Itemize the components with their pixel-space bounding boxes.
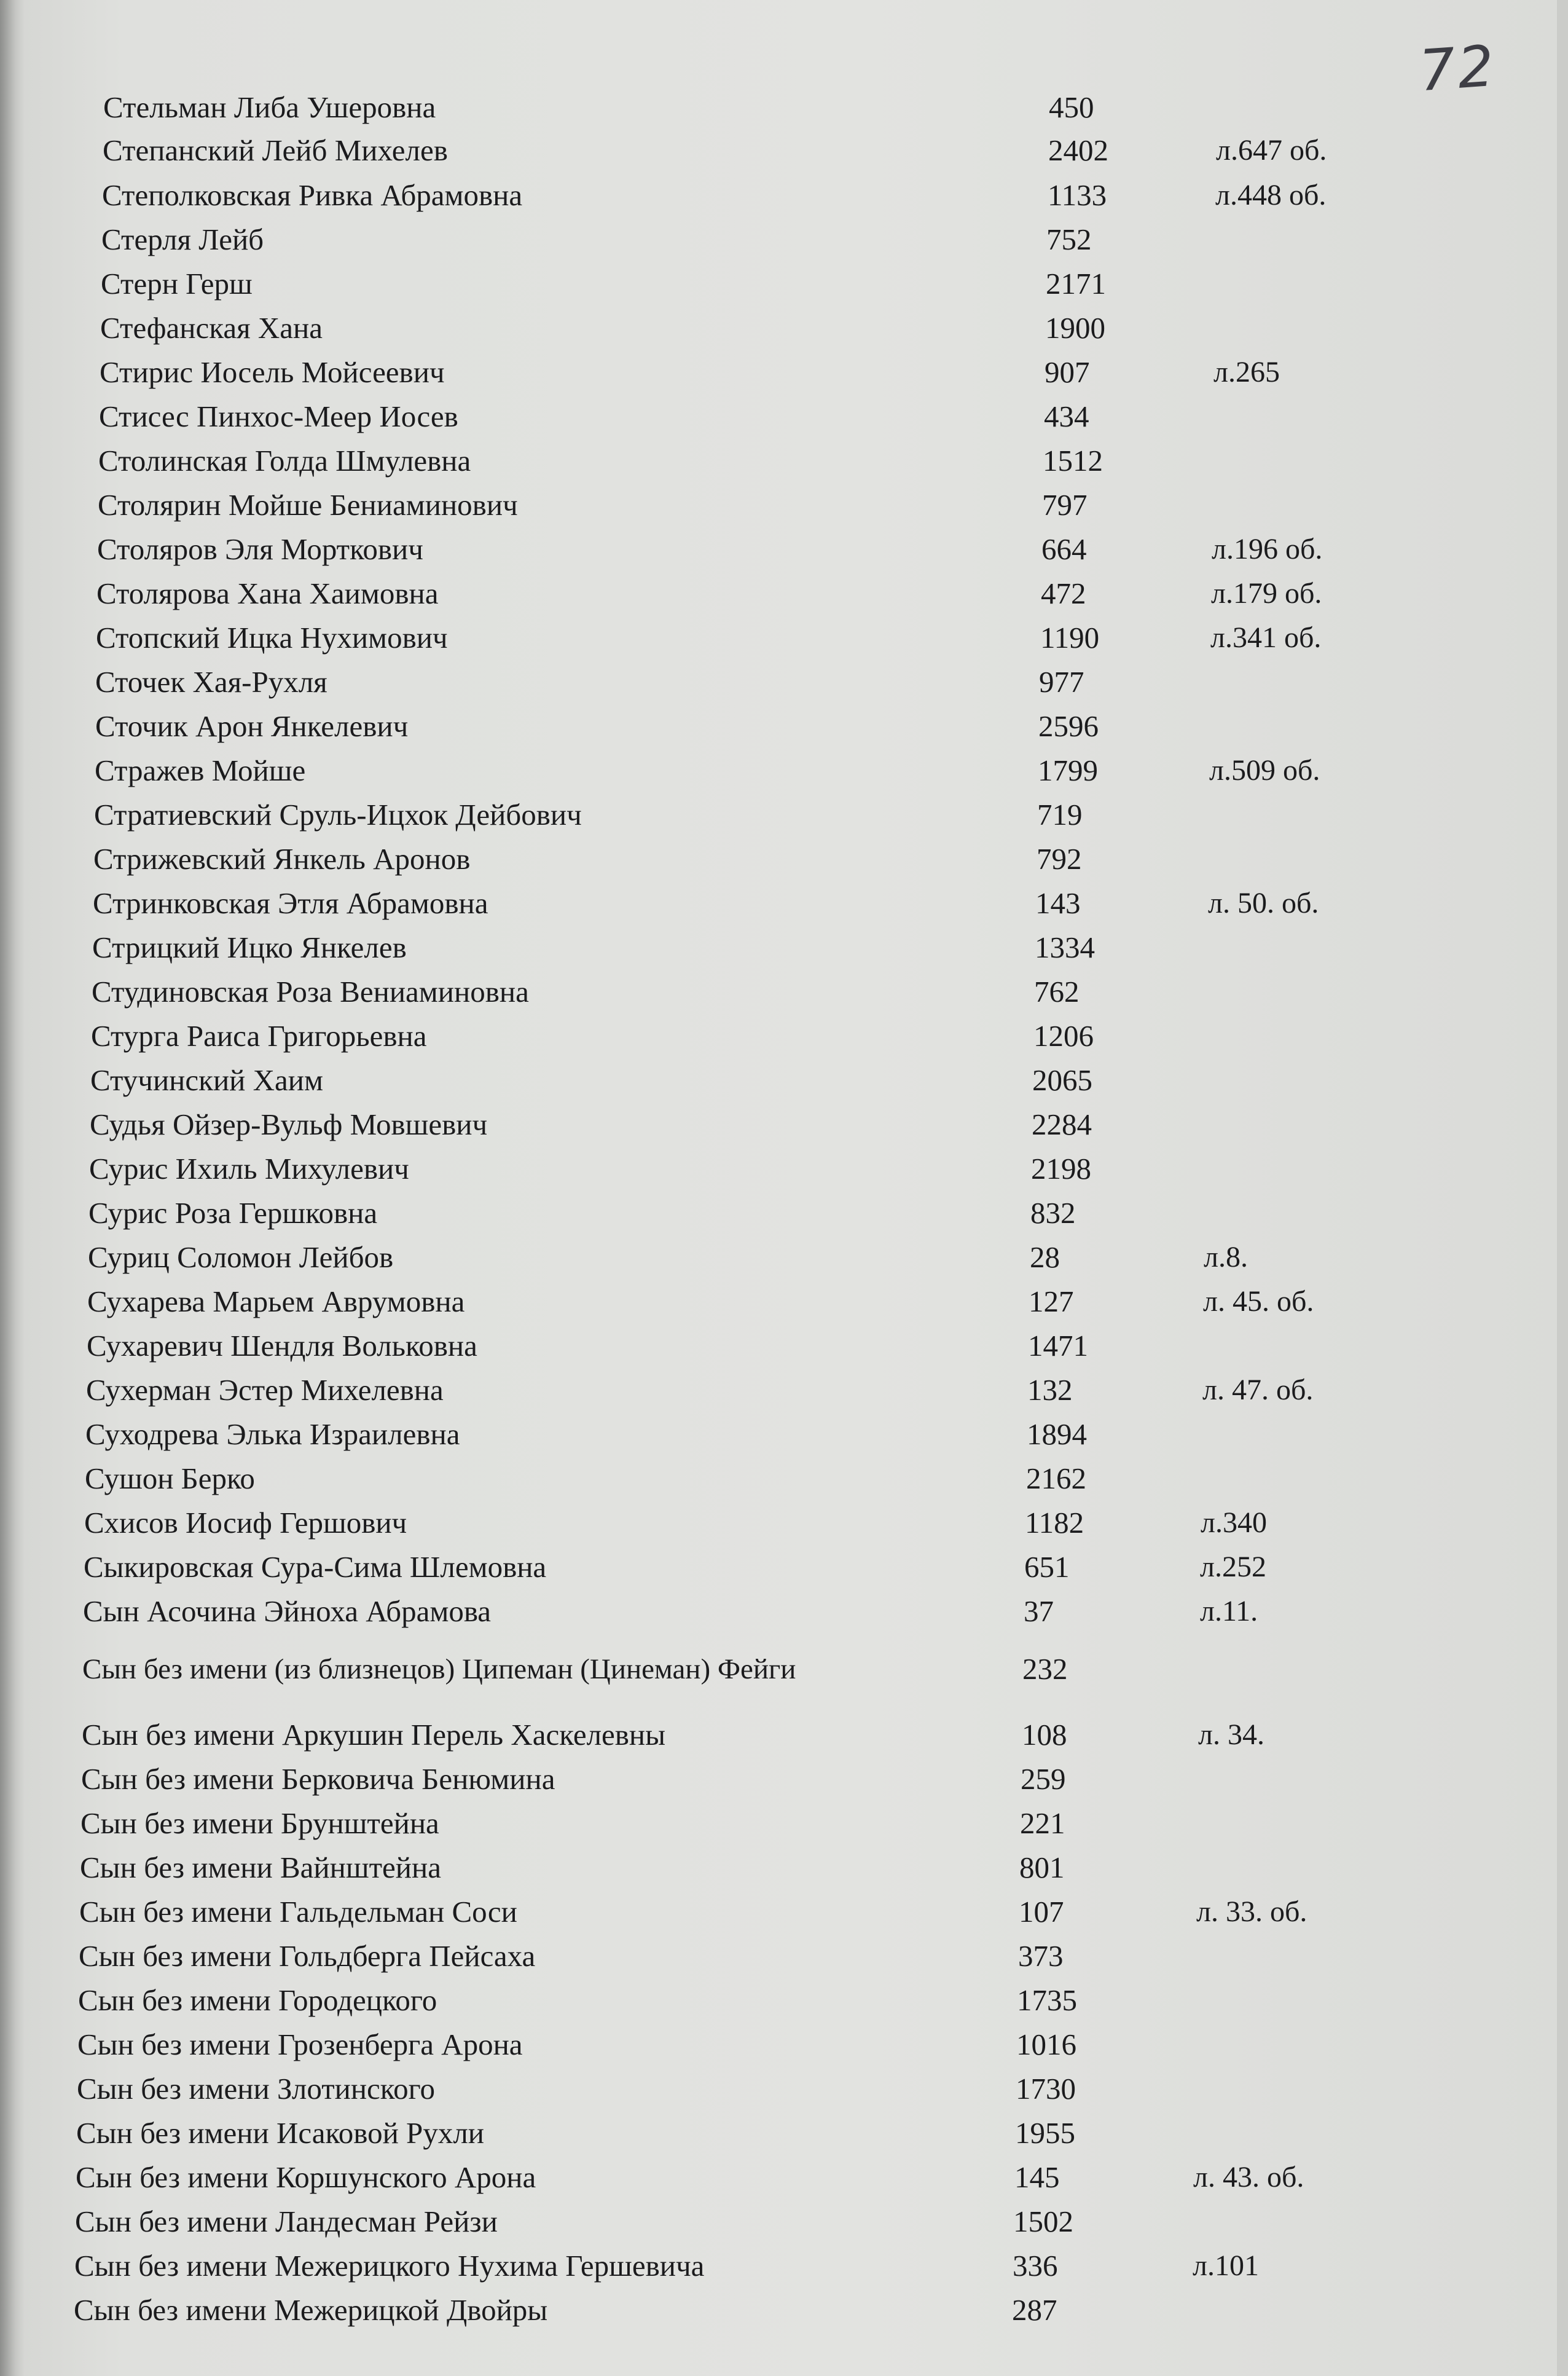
entry-name: Сын без имени Аркушин Перель Хаскелевны bbox=[82, 1718, 666, 1752]
entry-name: Столярин Мойше Бениаминович bbox=[98, 488, 518, 522]
entry-name: Студиновская Роза Вениаминовна bbox=[92, 975, 529, 1009]
entry-number: 801 bbox=[1019, 1851, 1065, 1884]
list-item bbox=[0, 793, 1568, 836]
entry-name: Столярова Хана Хаимовна bbox=[96, 576, 439, 610]
entry-number: 719 bbox=[1037, 798, 1083, 832]
entry-name: Сын без имени (из близнецов) Ципеман (Цинеман) Фейги bbox=[82, 1653, 796, 1685]
entry-number: 2065 bbox=[1032, 1063, 1092, 1097]
list-item bbox=[0, 1501, 1568, 1544]
list-item bbox=[0, 307, 1568, 350]
entry-number: 1016 bbox=[1016, 2028, 1076, 2061]
entry-sheet-reference: л.196 об. bbox=[1212, 533, 1323, 565]
entry-number: 287 bbox=[1012, 2293, 1057, 2327]
entry-number: 1730 bbox=[1016, 2072, 1076, 2106]
entry-number: 797 bbox=[1042, 488, 1088, 522]
entry-number: 2198 bbox=[1031, 1152, 1091, 1186]
list-item bbox=[0, 1648, 1568, 1691]
entry-number: 132 bbox=[1027, 1373, 1073, 1407]
entry-name: Сточик Арон Янкелевич bbox=[95, 709, 409, 743]
list-item bbox=[0, 2023, 1568, 2066]
entry-number: 259 bbox=[1021, 1762, 1066, 1796]
list-item bbox=[0, 2244, 1568, 2287]
entry-number: 1334 bbox=[1035, 930, 1095, 964]
list-item bbox=[0, 129, 1568, 172]
entry-name: Сын без имени Берковича Бенюмина bbox=[81, 1762, 555, 1796]
entry-sheet-reference: л.341 об. bbox=[1210, 621, 1322, 654]
list-item bbox=[0, 86, 1568, 129]
entry-name: Сын без имени Вайнштейна bbox=[80, 1851, 441, 1884]
list-item bbox=[0, 1369, 1568, 1412]
list-item bbox=[0, 1802, 1568, 1845]
entry-number: 1471 bbox=[1028, 1329, 1088, 1363]
entry-name: Степолковская Ривка Абрамовна bbox=[102, 178, 523, 212]
entry-name: Сын без имени Гольдберга Пейсаха bbox=[79, 1939, 536, 1973]
list-item bbox=[0, 1935, 1568, 1978]
list-item bbox=[0, 2200, 1568, 2243]
entry-name: Сын Асочина Эйноха Абрамова bbox=[83, 1594, 492, 1628]
entry-number: 752 bbox=[1046, 222, 1092, 256]
entry-name: Сын без имени Гальдельман Соси bbox=[79, 1895, 517, 1929]
entry-number: 2402 bbox=[1048, 133, 1108, 167]
entry-name: Сын без имени Городецкого bbox=[78, 1983, 437, 2017]
entry-name: Судья Ойзер-Вульф Мовшевич bbox=[90, 1107, 488, 1141]
entry-number: 651 bbox=[1024, 1550, 1070, 1584]
entry-sheet-reference: л.11. bbox=[1200, 1595, 1258, 1627]
entry-number: 1190 bbox=[1040, 621, 1100, 655]
entry-number: 434 bbox=[1044, 399, 1089, 433]
entry-number: 762 bbox=[1034, 975, 1080, 1009]
entry-number: 977 bbox=[1039, 665, 1084, 699]
entry-name: Сын без имени Межерицкой Двойры bbox=[74, 2293, 548, 2327]
entry-name: Стражев Мойше bbox=[95, 753, 306, 787]
list-item bbox=[0, 1147, 1568, 1190]
list-item bbox=[0, 1979, 1568, 2022]
entry-name: Сурис Роза Гершковна bbox=[88, 1196, 378, 1230]
list-item bbox=[0, 174, 1568, 217]
entry-name: Стурга Раиса Григорьевна bbox=[91, 1019, 427, 1053]
entry-number: 28 bbox=[1030, 1240, 1060, 1274]
entry-name: Стрицкий Ицко Янкелев bbox=[92, 930, 407, 964]
entry-name: Сын без имени Брунштейна bbox=[80, 1806, 439, 1840]
entry-name: Сын без имени Исаковой Рухли bbox=[76, 2116, 484, 2150]
entry-name: Сын без имени Грозенберга Арона bbox=[77, 2028, 523, 2061]
entry-name: Суриц Соломон Лейбов bbox=[88, 1240, 394, 1274]
list-item bbox=[0, 970, 1568, 1013]
list-item bbox=[0, 1890, 1568, 1933]
entry-name: Стучинский Хаим bbox=[90, 1063, 324, 1097]
entry-name: Сурис Ихиль Михулевич bbox=[89, 1152, 409, 1186]
page-number: 72 bbox=[1417, 33, 1499, 104]
entry-number: 792 bbox=[1037, 842, 1082, 876]
entry-name: Сухерман Эстер Михелевна bbox=[86, 1373, 444, 1407]
entry-number: 832 bbox=[1030, 1196, 1076, 1230]
entry-number: 1799 bbox=[1038, 753, 1098, 787]
list-item bbox=[0, 926, 1568, 969]
entry-number: 1133 bbox=[1048, 178, 1107, 212]
list-item bbox=[0, 1103, 1568, 1146]
list-item bbox=[0, 616, 1568, 659]
entry-sheet-reference: л.509 об. bbox=[1209, 754, 1320, 787]
list-item bbox=[0, 1059, 1568, 1102]
entry-sheet-reference: л. 47. об. bbox=[1202, 1374, 1314, 1406]
entry-name: Стельман Либа Ушеровна bbox=[103, 90, 436, 124]
entry-name: Стерн Герш bbox=[101, 267, 253, 301]
entry-name: Сын без имени Межерицкого Нухима Гершевича bbox=[74, 2249, 705, 2283]
entry-sheet-reference: л.179 об. bbox=[1211, 577, 1322, 610]
entry-sheet-reference: л.340 bbox=[1201, 1506, 1267, 1539]
list-item bbox=[0, 705, 1568, 748]
entry-name: Стисес Пинхос-Меер Иосев bbox=[99, 399, 458, 433]
entry-name: Стерля Лейб bbox=[101, 222, 264, 256]
entry-number: 450 bbox=[1049, 90, 1094, 124]
entry-name: Сушон Берко bbox=[85, 1461, 255, 1495]
list-item bbox=[0, 2112, 1568, 2155]
entry-name: Стирис Иосель Мойсеевич bbox=[100, 355, 445, 389]
list-item bbox=[0, 2289, 1568, 2332]
entry-sheet-reference: л.101 bbox=[1193, 2249, 1259, 2282]
list-item bbox=[0, 572, 1568, 615]
entry-number: 108 bbox=[1022, 1718, 1067, 1752]
entry-name: Сухаревич Шендля Вольковна bbox=[87, 1329, 477, 1363]
list-item bbox=[0, 351, 1568, 394]
list-item bbox=[0, 1713, 1568, 1756]
entry-name: Стопский Ицка Нухимович bbox=[96, 621, 448, 655]
entry-name: Стрижевский Янкель Аронов bbox=[93, 842, 471, 876]
list-item bbox=[0, 2156, 1568, 2199]
list-item bbox=[0, 1590, 1568, 1633]
list-item bbox=[0, 1413, 1568, 1456]
list-item bbox=[0, 2067, 1568, 2110]
list-item bbox=[0, 1758, 1568, 1801]
entry-name: Сыкировская Сура-Сима Шлемовна bbox=[84, 1550, 547, 1584]
entry-number: 107 bbox=[1019, 1895, 1064, 1929]
entry-name: Сточек Хая-Рухля bbox=[95, 665, 327, 699]
entry-number: 664 bbox=[1041, 532, 1087, 566]
entry-name: Столинская Голда Шмулевна bbox=[98, 444, 471, 478]
entry-number: 373 bbox=[1018, 1939, 1064, 1973]
entry-sheet-reference: л.8. bbox=[1204, 1241, 1248, 1273]
entry-sheet-reference: л. 45. об. bbox=[1203, 1285, 1314, 1318]
list-item bbox=[0, 749, 1568, 792]
entry-number: 127 bbox=[1029, 1284, 1074, 1318]
entry-name: Сын без имени Коршунского Арона bbox=[76, 2160, 536, 2194]
entry-name: Схисов Иосиф Гершович bbox=[84, 1506, 407, 1540]
entry-sheet-reference: л. 43. об. bbox=[1193, 2161, 1304, 2193]
entry-sheet-reference: л.252 bbox=[1200, 1551, 1266, 1583]
list-item bbox=[0, 1324, 1568, 1367]
entry-number: 907 bbox=[1045, 355, 1090, 389]
entry-number: 232 bbox=[1022, 1652, 1068, 1686]
list-item bbox=[0, 262, 1568, 305]
entry-number: 145 bbox=[1014, 2160, 1060, 2194]
entry-name: Столяров Эля Морткович bbox=[97, 532, 423, 566]
entry-sheet-reference: л. 34. bbox=[1198, 1718, 1264, 1751]
list-item bbox=[0, 528, 1568, 571]
entry-name: Сухарева Марьем Аврумовна bbox=[87, 1284, 465, 1318]
entry-name: Стратиевский Сруль-Ицхок Дейбович bbox=[94, 798, 582, 832]
list-item bbox=[0, 661, 1568, 704]
entry-name: Степанский Лейб Михелев bbox=[103, 133, 448, 167]
entry-number: 143 bbox=[1035, 886, 1081, 920]
entry-sheet-reference: л.265 bbox=[1213, 356, 1280, 388]
list-item bbox=[0, 1280, 1568, 1323]
entry-number: 1894 bbox=[1027, 1417, 1087, 1451]
list-item bbox=[0, 1846, 1568, 1889]
entry-name: Сын без имени Злотинского bbox=[77, 2072, 435, 2106]
entry-number: 37 bbox=[1024, 1594, 1054, 1628]
list-item bbox=[0, 439, 1568, 482]
entry-number: 1182 bbox=[1025, 1506, 1084, 1540]
entry-name: Стринковская Этля Абрамовна bbox=[93, 886, 488, 920]
list-item bbox=[0, 1546, 1568, 1589]
list-item bbox=[0, 838, 1568, 881]
entry-number: 1502 bbox=[1013, 2205, 1073, 2238]
entry-number: 2162 bbox=[1026, 1461, 1086, 1495]
entry-sheet-reference: л. 50. об. bbox=[1208, 887, 1319, 919]
list-item bbox=[0, 395, 1568, 438]
entry-name: Стефанская Хана bbox=[100, 311, 323, 345]
entry-sheet-reference: л. 33. об. bbox=[1196, 1895, 1307, 1928]
list-item bbox=[0, 1192, 1568, 1235]
list-item bbox=[0, 882, 1568, 925]
list-item bbox=[0, 1015, 1568, 1058]
entry-sheet-reference: л.647 об. bbox=[1216, 134, 1327, 167]
entry-number: 1512 bbox=[1043, 444, 1103, 478]
list-item bbox=[0, 484, 1568, 527]
entry-number: 1900 bbox=[1045, 311, 1105, 345]
entry-number: 1955 bbox=[1015, 2116, 1075, 2150]
entry-number: 336 bbox=[1013, 2249, 1058, 2283]
entry-number: 1206 bbox=[1033, 1019, 1094, 1053]
entry-number: 472 bbox=[1041, 576, 1086, 610]
entry-number: 2284 bbox=[1032, 1107, 1092, 1141]
entry-name: Сын без имени Ландесман Рейзи bbox=[75, 2205, 498, 2238]
entry-sheet-reference: л.448 об. bbox=[1215, 179, 1327, 211]
entry-number: 2171 bbox=[1046, 267, 1106, 301]
entry-number: 2596 bbox=[1038, 709, 1099, 743]
entry-number: 1735 bbox=[1017, 1983, 1077, 2017]
list-item bbox=[0, 1457, 1568, 1500]
list-item bbox=[0, 1236, 1568, 1279]
list-item bbox=[0, 218, 1568, 261]
entry-number: 221 bbox=[1020, 1806, 1065, 1840]
entry-name: Суходрева Элька Израилевна bbox=[85, 1417, 460, 1451]
